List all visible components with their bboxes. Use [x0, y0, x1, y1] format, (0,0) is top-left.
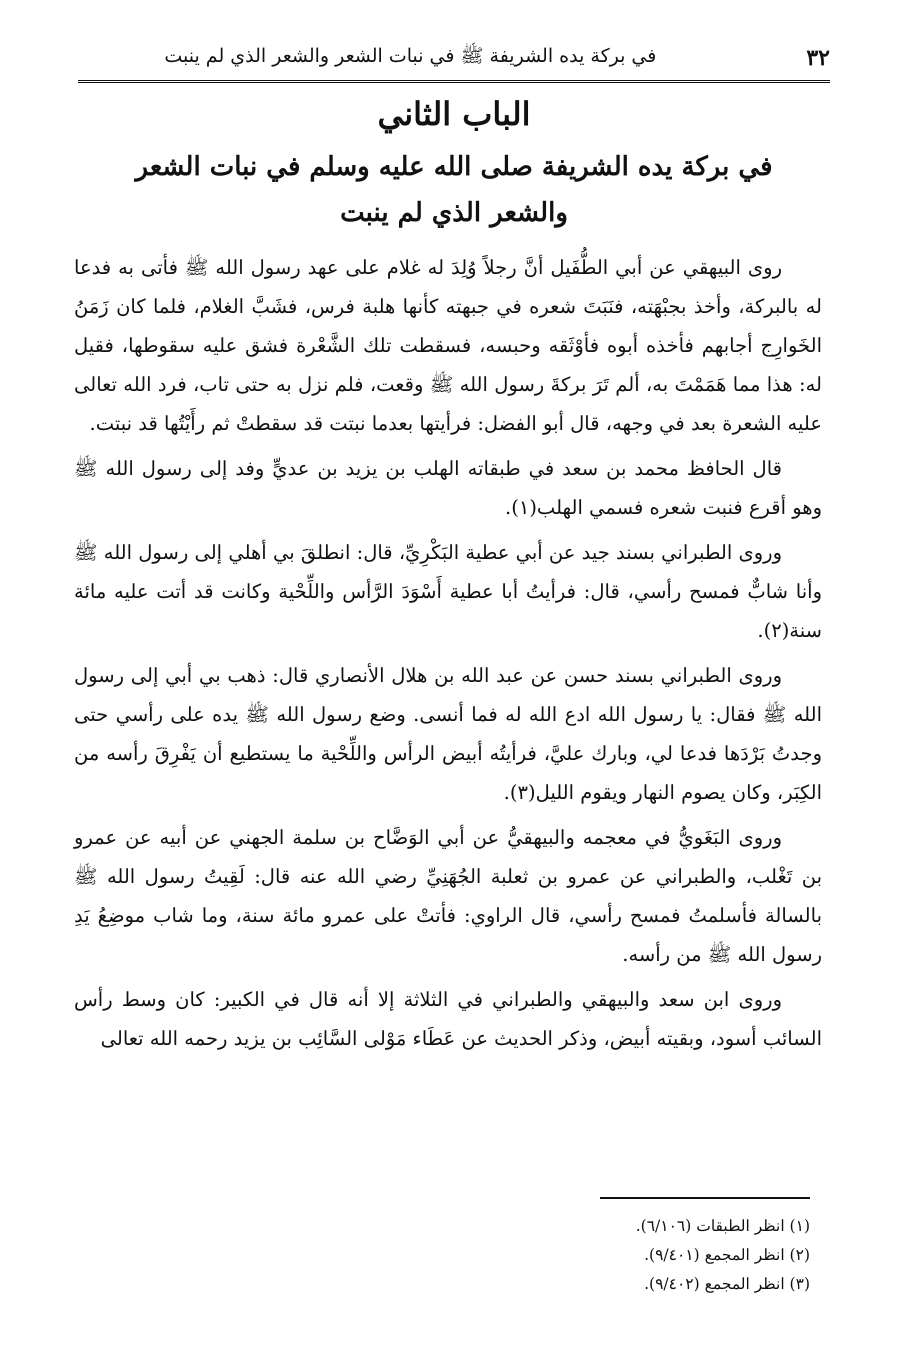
paragraph: وروى ابن سعد والبيهقي والطبراني في الثلاثة إلا أنه قال في الكبير: كان وسط رأس السائب أسود، وبقيته أبيض، وذكر الحديث عن عَطَاء مَوْلى السَّائِب بن يزيد رحمه الله تعالى: [74, 988, 822, 1050]
header-divider: [78, 80, 830, 83]
chapter-subtitle-line1: في بركة يده الشريفة صلى الله عليه وسلم في نبات الشعر: [135, 152, 773, 182]
footnotes: [500, 1212, 810, 1299]
paragraph: روى البيهقي عن أبي الطُّفَيل أنَّ رجلاً وُلِدَ له غلام على عهد رسول الله ﷺ فأتى به فدعا له بالبركة، وأخذ بجبْهَته، فنَبَتَ شعره في جبهته كأنها هلبة فرس، فشَبَّ الغلام، فلما كان زَمَنُ الخَوارِج أجابهم فأخذه أبوه فأوْثَقه وحبسه، فسقطت تلك الشَّعْرة فشق عليه سقوطها، فقيل له: هذا مما هَمَمْتَ به، ألم تَرَ بركةَ رسول الله ﷺ وقعت، فلم نزل به حتى تاب، فرد الله تعالى عليه الشعرة بعد في وجهه، قال أبو الفضل: فرأيتها بعدما نبتت قد سقطتْ ثم رأَيْتُها قد نبتت.: [74, 256, 822, 435]
footnote: (٣) انظر المجمع (٩/٤٠٢).: [644, 1275, 810, 1293]
paragraph: وروى الطبراني بسند جيد عن أبي عطية البَكْرِيِّ، قال: انطلقَ بي أهلي إلى رسول الله ﷺ وأنا شابٌّ فمسح رأسي، قال: فرأيتُ أبا عطية أَسْوَدَ الرَّأس واللِّحْية وكانت قد أتت عليه مائة سنة(٢).: [74, 541, 822, 642]
page-number: ٣٢: [806, 45, 830, 71]
footnote-divider: [600, 1197, 810, 1199]
paragraph: قال الحافظ محمد بن سعد في طبقاته الهلب بن يزيد بن عديٍّ وفد إلى رسول الله ﷺ وهو أقرع فنبت شعره فسمي الهلب(١).: [74, 457, 822, 519]
footnote: (١) انظر الطبقات (٦/١٠٦).: [635, 1217, 810, 1235]
paragraph: وروى الطبراني بسند حسن عن عبد الله بن هلال الأنصاري قال: ذهب بي أبي إلى رسول الله ﷺ فقال: يا رسول الله ادع الله له فما أنسى. وضع رسول الله ﷺ يده على رأسي حتى وجدتُ بَرْدَها فدعا لي، وبارك عليَّ، فرأيتُه أبيض الرأس واللِّحْية ما يستطيع أن يَفْرِقَ رأسه من الكِبَر، وكان يصوم النهار ويقوم الليل(٣).: [74, 664, 822, 804]
footnote: (٢) انظر المجمع (٩/٤٠١).: [644, 1246, 810, 1264]
body-text: [74, 248, 822, 1062]
running-header: [78, 38, 830, 78]
chapter-title: الباب الثاني: [377, 95, 531, 133]
paragraph: وروى البَغَويُّ في معجمه والبيهقيُّ عن أبي الوَضَّاح بن سلمة الجهني عن أبيه عن عمرو بن تَغْلب، والطبراني عن عمرو بن ثعلبة الجُهَنِيِّ رضي الله عنه قال: لَقِيتُ رسول الله ﷺ بالسالة فأسلمتُ فمسح رأسي، قال الراوي: فأتتْ على عمرو مائة سنة، وما شاب موضِعُ يَدِ رسول الله ﷺ من رأسه.: [74, 826, 822, 966]
running-title: في بركة يده الشريفة ﷺ في نبات الشعر والشعر الذي لم ينبت: [164, 45, 657, 67]
chapter-subtitle-line2: والشعر الذي لم ينبت: [340, 198, 568, 228]
